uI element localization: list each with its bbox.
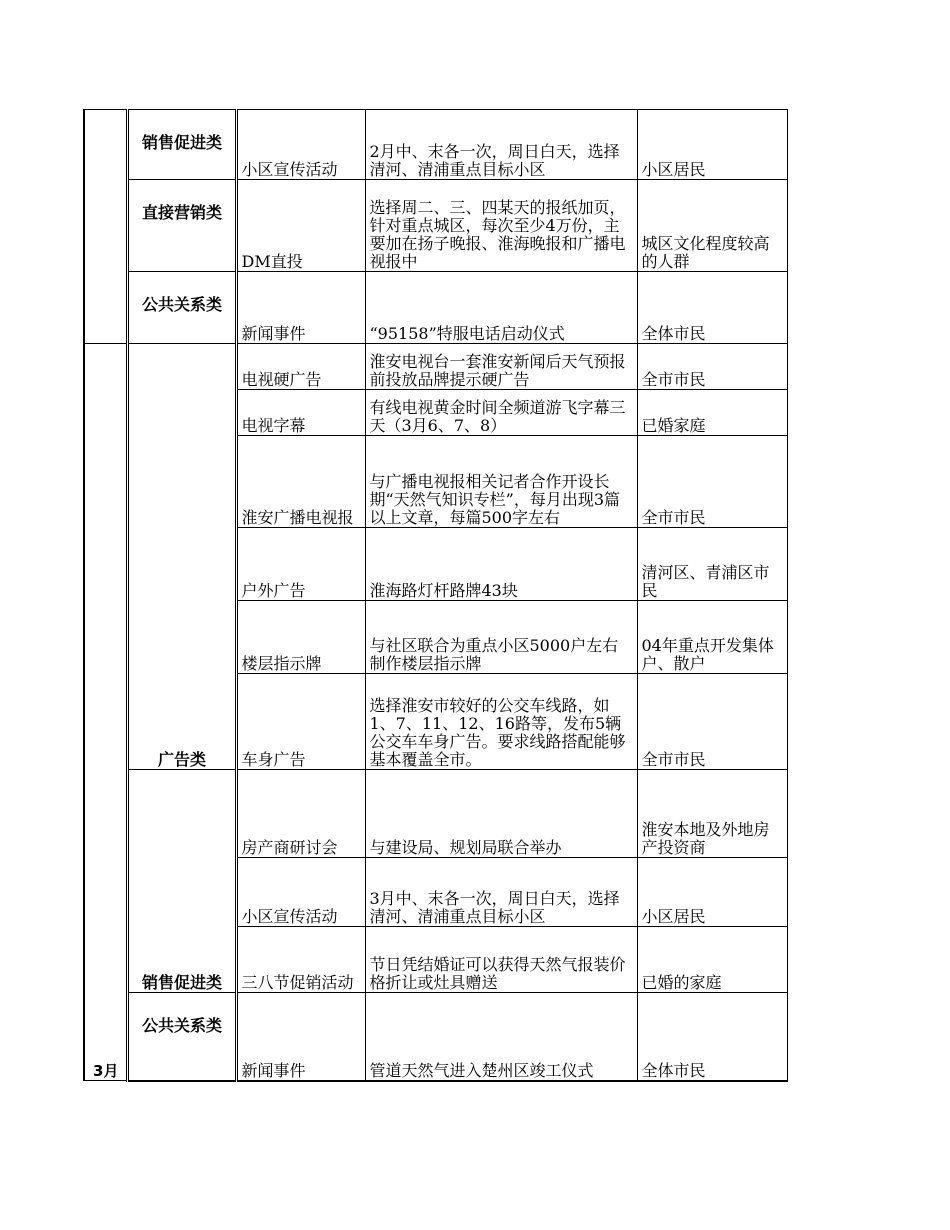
target-cell: 04年重点开发集体户、散户: [637, 601, 787, 674]
activity-cell: 电视硬广告: [236, 344, 365, 390]
target-cell: 全体市民: [637, 993, 787, 1081]
description-cell: 与建设局、规划局联合举办: [365, 770, 637, 858]
activity-cell: 淮安广播电视报: [236, 436, 365, 528]
table-row: [84, 110, 787, 180]
category-cell: [127, 180, 236, 272]
activity-cell: 小区宣传活动: [236, 858, 365, 927]
category-label: 公共关系类: [141, 1016, 222, 1035]
month-cell: 3月: [84, 344, 127, 1081]
description-cell: 淮海路灯杆路牌43块: [365, 528, 637, 601]
description-cell: 有线电视黄金时间全频道游飞字幕三天（3月6、7、8）: [365, 390, 637, 436]
description-cell: 2月中、末各一次，周日白天，选择清河、清浦重点目标小区: [365, 110, 637, 180]
category-cell: [127, 110, 236, 180]
table-row: [84, 770, 787, 858]
target-cell: 已婚的家庭: [637, 927, 787, 993]
table-row: [84, 344, 787, 390]
activity-cell: 车身广告: [236, 674, 365, 770]
activity-cell: 楼层指示牌: [236, 601, 365, 674]
activity-cell: 房产商研讨会: [236, 770, 365, 858]
table-row: [84, 272, 787, 344]
activity-cell: 新闻事件: [236, 272, 365, 344]
category-cell: [127, 272, 236, 344]
activity-cell: 小区宣传活动: [236, 110, 365, 180]
target-cell: 已婚家庭: [637, 390, 787, 436]
marketing-plan-table: [83, 109, 788, 1082]
activity-cell: DM直投: [236, 180, 365, 272]
category-label: 销售促进类: [141, 973, 222, 992]
target-cell: 全市市民: [637, 436, 787, 528]
activity-cell: 电视字幕: [236, 390, 365, 436]
month-cell-empty: [84, 110, 127, 344]
description-cell: 节日凭结婚证可以获得天然气报装价格折让或灶具赠送: [365, 927, 637, 993]
description-cell: 选择淮安市较好的公交车线路，如1、7、11、12、16路等，发布5辆公交车车身广告。要求线路搭配能够基本覆盖全市。: [365, 674, 637, 770]
target-cell: 全体市民: [637, 272, 787, 344]
category-label: 销售促进类: [141, 133, 222, 152]
category-cell: [127, 344, 236, 770]
description-cell: 淮安电视台一套淮安新闻后天气预报前投放品牌提示硬广告: [365, 344, 637, 390]
target-cell: 清河区、青浦区市民: [637, 528, 787, 601]
activity-cell: 三八节促销活动: [236, 927, 365, 993]
description-cell: 与社区联合为重点小区5000户左右制作楼层指示牌: [365, 601, 637, 674]
category-label: 直接营销类: [141, 203, 222, 222]
target-cell: 全市市民: [637, 674, 787, 770]
category-label: 广告类: [157, 750, 206, 769]
description-cell: “95158”特服电话启动仪式: [365, 272, 637, 344]
description-cell: 3月中、末各一次，周日白天，选择清河、清浦重点目标小区: [365, 858, 637, 927]
table-row: [84, 180, 787, 272]
category-label: 公共关系类: [141, 295, 222, 314]
category-cell: [127, 993, 236, 1081]
description-cell: 管道天然气进入楚州区竣工仪式: [365, 993, 637, 1081]
target-cell: 小区居民: [637, 110, 787, 180]
target-cell: 淮安本地及外地房产投资商: [637, 770, 787, 858]
activity-cell: 新闻事件: [236, 993, 365, 1081]
table-row: [84, 993, 787, 1081]
description-cell: 与广播电视报相关记者合作开设长期“天然气知识专栏”，每月出现3篇以上文章，每篇500字左右: [365, 436, 637, 528]
target-cell: 小区居民: [637, 858, 787, 927]
target-cell: 全市市民: [637, 344, 787, 390]
description-cell: 选择周二、三、四某天的报纸加页，针对重点城区，每次至少4万份，主要加在扬子晚报、淮海晚报和广播电视报中: [365, 180, 637, 272]
target-cell: 城区文化程度较高的人群: [637, 180, 787, 272]
activity-cell: 户外广告: [236, 528, 365, 601]
category-cell: [127, 770, 236, 993]
